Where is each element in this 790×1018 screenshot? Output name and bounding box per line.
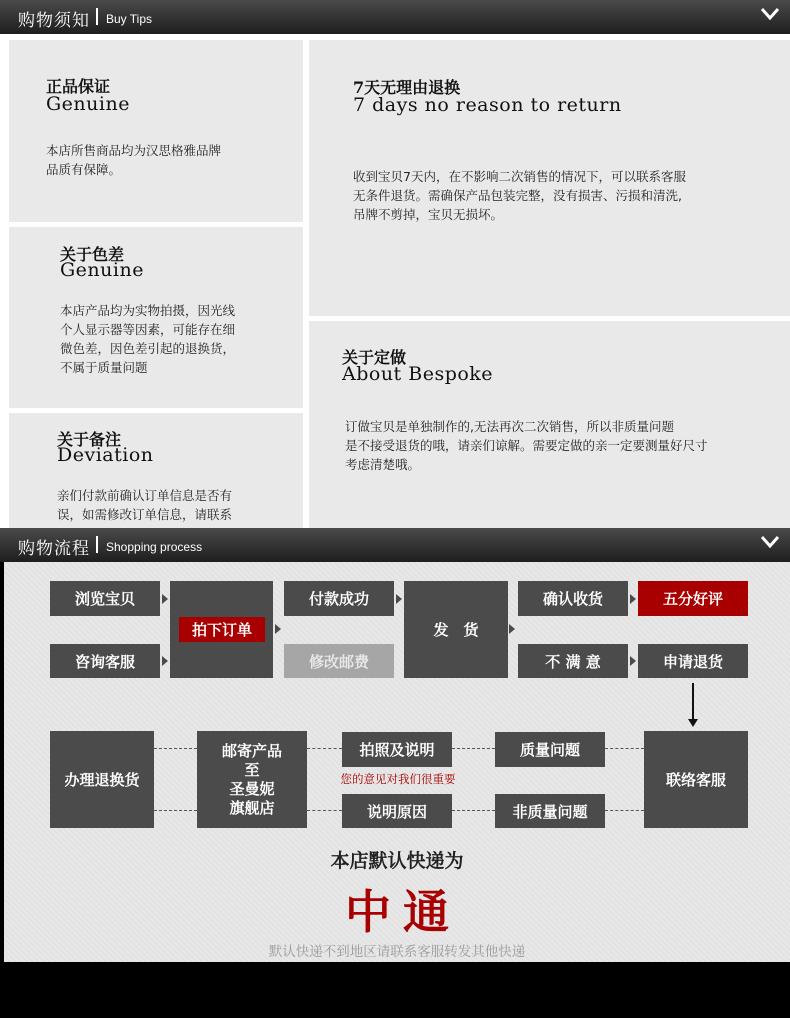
tip-color-text: 本店产品均为实物拍摄，因光线 个人显示器等因素，可能存在细 微色差，因色差引起的退换货， 不属于质量问题 <box>60 303 236 375</box>
step-order-block <box>170 581 273 678</box>
step-paid: 付款成功 <box>284 581 394 616</box>
express-name: 中通 <box>345 885 461 939</box>
shopping-process-header <box>0 528 790 562</box>
step-contact-service: 联络客服 <box>644 731 748 828</box>
tip-color-title: 关于色差 <box>60 245 125 264</box>
dashed-connector <box>307 748 342 749</box>
step-apply-return: 申请退货 <box>638 644 748 678</box>
dashed-connector <box>605 748 644 749</box>
tip-return-subtitle: 7 days no reason to return <box>353 94 622 116</box>
tip-remark-title: 关于备注 <box>57 430 122 449</box>
step-quality-issue: 质量问题 <box>495 732 605 767</box>
dashed-connector <box>452 748 495 749</box>
tip-remark-text: 亲们付款前确认订单信息是否有 误，如需修改订单信息，请联系 <box>57 488 233 522</box>
tip-genuine-subtitle: Genuine <box>46 93 130 115</box>
step-five-star: 五分好评 <box>638 581 748 616</box>
title-separator <box>96 536 98 553</box>
arrow-down-icon <box>688 719 698 727</box>
step-browse: 浏览宝贝 <box>50 581 160 616</box>
arrow-right-icon <box>630 594 636 604</box>
buy-tips-section <box>0 34 790 528</box>
tip-genuine-text: 本店所售商品均为汉思格雅品牌 品质有保障。 <box>46 143 222 177</box>
down-arrow-line <box>692 683 694 719</box>
arrow-right-icon <box>509 624 515 634</box>
dashed-connector <box>452 810 495 811</box>
shopping-process-subtitle: Shopping process <box>106 540 203 554</box>
arrow-right-icon <box>630 656 636 666</box>
step-handle-exchange: 办理退换货 <box>50 731 154 828</box>
dashed-connector <box>605 810 644 811</box>
step-non-quality-issue: 非质量问题 <box>495 794 605 828</box>
chevron-down-icon[interactable] <box>760 4 780 24</box>
tip-return-title: 7天无理由退换 <box>353 78 461 97</box>
step-ship: 发 货 <box>404 581 508 678</box>
tip-genuine <box>9 40 303 222</box>
tip-bespoke-title: 关于定做 <box>342 348 407 367</box>
step-consult: 咨询客服 <box>50 644 160 678</box>
tip-color <box>9 227 303 408</box>
tip-bespoke <box>309 321 790 528</box>
opinion-note: 您的意见对我们很重要 <box>340 772 456 786</box>
arrow-right-icon <box>396 594 402 604</box>
tip-genuine-title: 正品保证 <box>46 77 111 96</box>
step-mail-product: 邮寄产品 至 圣曼妮 旗舰店 <box>197 731 307 828</box>
chevron-down-icon[interactable] <box>760 532 780 552</box>
tip-bespoke-subtitle: About Bespoke <box>342 363 494 385</box>
buy-tips-subtitle: Buy Tips <box>106 12 153 26</box>
title-separator <box>96 8 98 25</box>
step-confirm-receipt: 确认收货 <box>518 581 628 616</box>
tip-return-text: 收到宝贝7天内，在不影响二次销售的情况下，可以联系客服 无条件退货。需确保产品包装完整，没有损害、污损和清洗, 吊牌不剪掉，宝贝无损坏。 <box>353 169 686 222</box>
tip-remark-subtitle: Deviation <box>57 444 154 466</box>
step-modify-postage: 修改邮费 <box>284 644 394 678</box>
buy-tips-header <box>0 0 790 34</box>
express-heading: 本店默认快递为 <box>330 850 464 872</box>
tip-color-subtitle: Genuine <box>60 259 144 281</box>
dashed-connector <box>154 748 197 749</box>
shopping-process-section <box>4 562 790 962</box>
step-order: 拍下订单 <box>179 617 265 642</box>
tip-bespoke-text: 订做宝贝是单独制作的,无法再次二次销售，所以非质量问题 是不接受退货的哦，请亲们谅解。需要定做的亲一定要测量好尺寸 考虑清楚哦。 <box>345 419 708 472</box>
dashed-connector <box>154 810 197 811</box>
tip-return <box>309 40 790 316</box>
dashed-connector <box>307 810 342 811</box>
arrow-right-icon <box>162 594 168 604</box>
step-reason-explain: 说明原因 <box>342 794 452 828</box>
shopping-process-title: 购物流程 <box>18 539 90 559</box>
arrow-right-icon <box>162 656 168 666</box>
express-note: 默认快递不到地区请联系客服转发其他快递 <box>268 944 526 960</box>
step-unsatisfied: 不 满 意 <box>518 644 628 678</box>
tip-remark <box>9 413 303 528</box>
step-photo-explain: 拍照及说明 <box>342 732 452 767</box>
buy-tips-title: 购物须知 <box>18 11 90 31</box>
arrow-right-icon <box>275 624 281 634</box>
